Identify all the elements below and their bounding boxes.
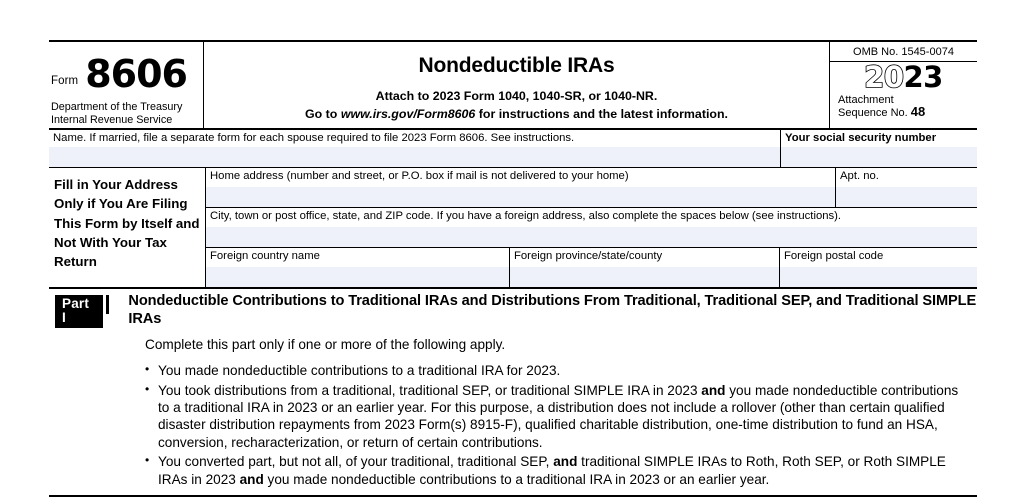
home-address-cell	[206, 168, 836, 207]
goto-suffix: for instructions and the latest information.	[475, 107, 728, 121]
attachment-sequence-number: 48	[910, 103, 926, 119]
foreign-postal-cell	[780, 248, 977, 287]
name-label: Name. If married, file a separate form for each spouse required to file 2023 Form 8606. See instructions.	[53, 132, 575, 145]
name-input[interactable]	[49, 147, 780, 167]
name-ssn-row	[49, 130, 977, 168]
attachment-label: Attachment	[838, 93, 894, 106]
ssn-input[interactable]	[781, 147, 977, 167]
form-identity-block	[49, 42, 204, 128]
foreign-country-cell	[206, 248, 510, 287]
apt-cell	[836, 168, 977, 207]
city-row	[206, 208, 977, 248]
part-1-body	[145, 337, 977, 488]
foreign-postal-input[interactable]	[780, 267, 977, 287]
part-1-badge: Part I	[55, 295, 103, 328]
foreign-postal-label: Foreign postal code	[784, 250, 884, 263]
omb-block	[830, 42, 977, 128]
home-address-row	[206, 168, 977, 208]
form-number-line	[51, 48, 203, 96]
form-header	[49, 42, 977, 130]
home-address-input[interactable]	[206, 187, 835, 207]
tax-year	[830, 60, 977, 94]
tax-year-century: 20	[864, 60, 904, 94]
department-block	[51, 101, 203, 126]
ssn-cell	[781, 130, 977, 167]
page-title: Nondeductible IRAs	[418, 54, 615, 77]
part-1-bottom-rule	[49, 495, 977, 497]
part-1-bullet-list	[145, 362, 971, 488]
goto-prefix: Go to	[305, 107, 341, 121]
address-fields	[206, 168, 977, 287]
goto-instruction	[210, 107, 823, 121]
part-1-header	[49, 293, 977, 328]
department-line-2: Internal Revenue Service	[51, 113, 173, 126]
form-title-block	[204, 42, 830, 128]
apt-label: Apt. no.	[840, 170, 879, 183]
address-block	[49, 168, 977, 289]
city-input[interactable]	[206, 227, 977, 247]
form-8606	[49, 40, 977, 497]
attachment-sequence-block	[830, 93, 977, 122]
city-cell	[206, 208, 977, 247]
foreign-province-input[interactable]	[510, 267, 779, 287]
ssn-label: Your social security number	[785, 132, 937, 145]
emphasis-and: and	[701, 382, 726, 398]
irs-url-link[interactable]: www.irs.gov/Form8606	[340, 107, 476, 121]
attachment-sequence-label: Sequence No.	[838, 106, 911, 119]
home-address-label: Home address (number and street, or P.O. box if mail is not delivered to your home)	[210, 170, 629, 183]
form-word-label: Form	[51, 75, 79, 87]
tax-year-block	[830, 62, 977, 123]
foreign-row	[206, 248, 977, 287]
address-side-note: Fill in Your Address Only if You Are Filing This Form by Itself and Not With Your Tax Return	[49, 168, 206, 287]
attachment-sequence-line	[838, 103, 977, 119]
attach-instruction: Attach to 2023 Form 1040, 1040-SR, or 1040-NR.	[375, 89, 658, 103]
list-item: • You made nondeductible contributions to a traditional IRA for 2023.	[145, 362, 971, 379]
part-1-intro: Complete this part only if one or more of the following apply.	[145, 337, 506, 353]
department-line-1: Department of the Treasury	[51, 101, 183, 113]
list-item: • You converted part, but not all, of your traditional, traditional SEP, and traditional SIMPLE IRAs to Roth, Roth SEP, or Roth SIMPLE IRAs in 2023 and you made nondeductible contributions to a traditional IRA in 2023 or an earlier year.	[145, 453, 971, 488]
apt-input[interactable]	[836, 187, 977, 207]
foreign-country-input[interactable]	[206, 267, 509, 287]
part-1-title: Nondeductible Contributions to Traditional IRAs and Distributions From Traditional, Traditional SEP, and Traditional SIMPLE IRAs	[128, 293, 977, 327]
form-number: 8606	[85, 51, 187, 96]
part-1-divider-bar	[106, 295, 110, 314]
name-cell	[49, 130, 781, 167]
tax-year-suffix: 23	[903, 60, 943, 94]
list-item: • You took distributions from a traditional, traditional SEP, or traditional SIMPLE IRA in 2023 and you made nondeductible contributions to a traditional IRA in 2023 or an earlier year. For this purpose, a distribution does not include a rollover (other than certain qualified disaster distribution repayments from 2023 Form(s) 8915-F), qualified charitable distribution, one-time distribution to fund an HSA, conversion, recharacterization, or return of certain contributions.	[145, 382, 971, 452]
omb-number: OMB No. 1545-0074	[830, 42, 977, 62]
part-1-section	[49, 289, 977, 497]
foreign-province-cell	[510, 248, 780, 287]
foreign-province-label: Foreign province/state/county	[514, 250, 663, 263]
emphasis-and: and	[553, 454, 578, 470]
foreign-country-label: Foreign country name	[210, 250, 320, 263]
city-label: City, town or post office, state, and ZIP code. If you have a foreign address, also complete the spaces below (see instructions).	[210, 210, 842, 223]
emphasis-and: and	[239, 471, 264, 487]
